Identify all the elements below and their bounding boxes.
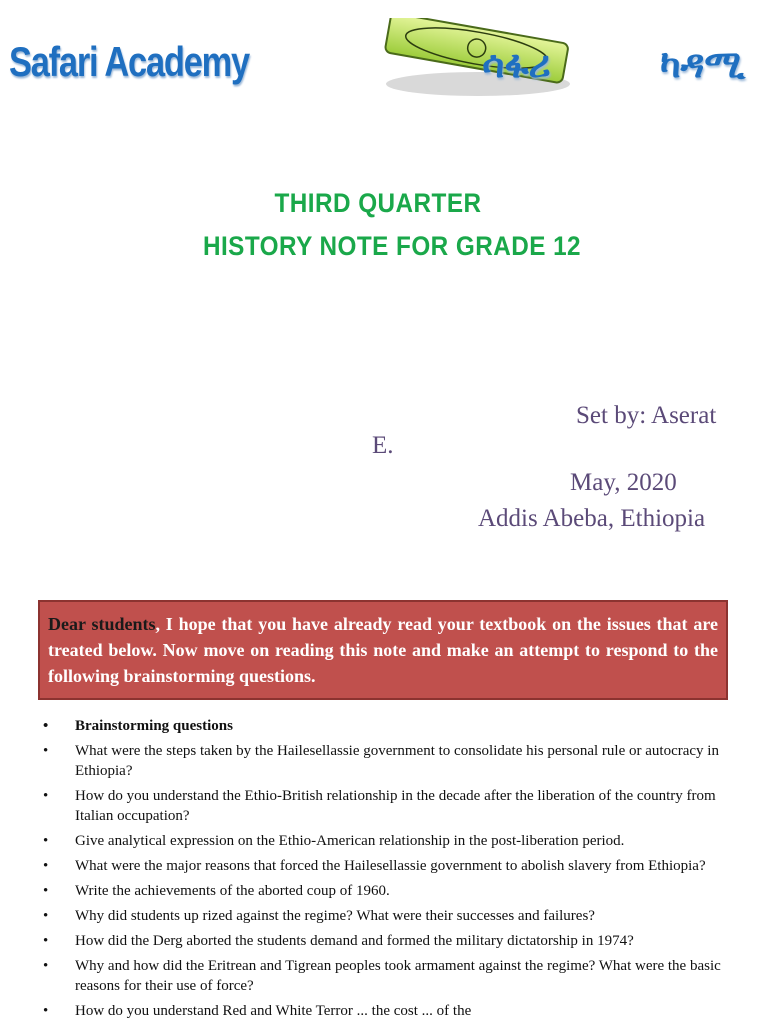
list-item: • Why and how did the Eritrean and Tigrean peoples took armament against the regime? What were the basic reasons for their use of force? — [43, 958, 721, 994]
bullet: • — [43, 833, 49, 849]
list-item: • Write the achievements of the aborted coup of 1960. — [43, 883, 390, 899]
bullet: • — [43, 933, 49, 949]
note-body: , I hope that you have already read your textbook on the issues that are treated below. Now move on reading this note and make an attempt to respond to the following brainstorming questions. — [48, 614, 719, 686]
set-by-continued: E. — [372, 432, 394, 459]
title-line-1: THIRD QUARTER — [274, 188, 482, 218]
bullet: • — [43, 743, 49, 759]
list-item: • Why did students up rized against the regime? What were their successes and failures? — [43, 908, 595, 924]
bullet: • — [43, 883, 49, 899]
bullet: • — [43, 788, 49, 804]
set-by: Set by: Aserat — [576, 402, 717, 429]
bullet: • — [43, 718, 49, 734]
bullet: • — [43, 1003, 49, 1019]
question-list — [43, 716, 723, 1026]
bullet: • — [43, 908, 49, 924]
bullet: • — [43, 958, 49, 974]
list-item: • How did the Derg aborted the students demand and formed the military dictatorship in 1974? — [43, 933, 634, 949]
place: Addis Abeba, Ethiopia — [478, 505, 706, 532]
list-item: • How do you understand Red and White Terror ... the cost ... of the — [43, 1003, 472, 1019]
bullet: • — [43, 858, 49, 874]
list-item: • Give analytical expression on the Ethio-American relationship in the post-liberation period. — [43, 833, 625, 849]
amharic-word-right: ካዳሚ — [660, 42, 746, 86]
list-heading: • Brainstorming questions — [43, 718, 233, 734]
list-item: • What were the steps taken by the Hailesellassie government to consolidate his personal rule or autocracy in Ethiopia? — [43, 743, 719, 779]
date: May, 2020 — [570, 469, 677, 496]
amharic-word-left: ሳፋሪ — [482, 42, 551, 86]
note-lead: Dear students — [48, 614, 156, 634]
list-item: • What were the major reasons that forced the Hailesellassie government to abolish slavery from Ethiopia? — [43, 858, 706, 874]
list-item: • How do you understand the Ethio-British relationship in the decade after the liberation of the country from Italian occupation? — [43, 788, 716, 824]
title-line-2: HISTORY NOTE FOR GRADE 12 — [202, 231, 582, 261]
note-box — [38, 600, 728, 700]
brand-title: Safari Academy — [9, 38, 249, 85]
